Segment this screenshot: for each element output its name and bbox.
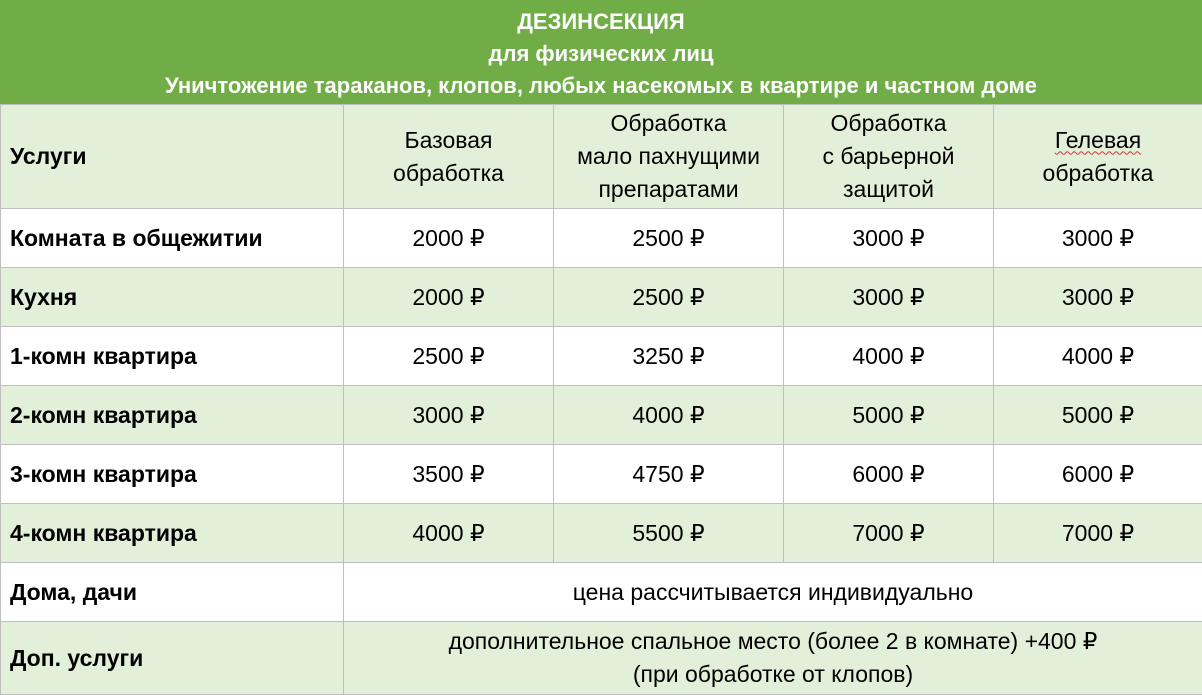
- column-header-barrier: Обработка с барьерной защитой: [784, 105, 994, 209]
- service-name: 1-комн квартира: [1, 327, 344, 386]
- table-row: [1, 504, 1202, 563]
- price-cell: 4000 ₽: [344, 504, 554, 563]
- table-header-row: [1, 105, 1202, 209]
- table-row-houses: [1, 563, 1202, 622]
- page-subtitle: для физических лиц: [0, 38, 1202, 70]
- individual-price-note: цена рассчитывается индивидуально: [344, 563, 1202, 622]
- table-row-extra: [1, 622, 1202, 695]
- price-cell: 5500 ₽: [554, 504, 784, 563]
- price-cell: 2000 ₽: [344, 209, 554, 268]
- price-cell: 2000 ₽: [344, 268, 554, 327]
- price-cell: 6000 ₽: [994, 445, 1202, 504]
- page-description: Уничтожение тараканов, клопов, любых насекомых в квартире и частном доме: [0, 70, 1202, 102]
- price-cell: 3000 ₽: [344, 386, 554, 445]
- table-row: [1, 327, 1202, 386]
- price-cell: 4000 ₽: [554, 386, 784, 445]
- price-cell: 2500 ₽: [554, 268, 784, 327]
- price-list-header: [0, 0, 1202, 104]
- price-cell: 3000 ₽: [994, 209, 1202, 268]
- price-table: [0, 104, 1202, 695]
- table-row: [1, 386, 1202, 445]
- price-cell: 7000 ₽: [994, 504, 1202, 563]
- service-name: Кухня: [1, 268, 344, 327]
- page-title: ДЕЗИНСЕКЦИЯ: [0, 6, 1202, 38]
- column-header-low-odor: Обработка мало пахнущими препаратами: [554, 105, 784, 209]
- column-header-basic: Базовая обработка: [344, 105, 554, 209]
- price-cell: 6000 ₽: [784, 445, 994, 504]
- price-cell: 7000 ₽: [784, 504, 994, 563]
- table-row: [1, 268, 1202, 327]
- column-header-services: Услуги: [1, 105, 344, 209]
- price-cell: 3000 ₽: [994, 268, 1202, 327]
- service-name: Доп. услуги: [1, 622, 344, 695]
- service-name: 3-комн квартира: [1, 445, 344, 504]
- price-cell: 4000 ₽: [994, 327, 1202, 386]
- price-cell: 3500 ₽: [344, 445, 554, 504]
- service-name: Комната в общежитии: [1, 209, 344, 268]
- extra-services-note: дополнительное спальное место (более 2 в комнате) +400 ₽ (при обработке от клопов): [344, 622, 1202, 695]
- service-name: Дома, дачи: [1, 563, 344, 622]
- price-cell: 5000 ₽: [994, 386, 1202, 445]
- price-cell: 3000 ₽: [784, 268, 994, 327]
- spellcheck-underline: Гелевая: [1055, 127, 1141, 153]
- price-cell: 2500 ₽: [344, 327, 554, 386]
- table-row: [1, 209, 1202, 268]
- price-cell: 4000 ₽: [784, 327, 994, 386]
- column-header-gel: Гелевая обработка: [994, 105, 1202, 209]
- table-row: [1, 445, 1202, 504]
- price-cell: 2500 ₽: [554, 209, 784, 268]
- service-name: 2-комн квартира: [1, 386, 344, 445]
- price-cell: 3000 ₽: [784, 209, 994, 268]
- price-cell: 3250 ₽: [554, 327, 784, 386]
- price-cell: 5000 ₽: [784, 386, 994, 445]
- service-name: 4-комн квартира: [1, 504, 344, 563]
- price-cell: 4750 ₽: [554, 445, 784, 504]
